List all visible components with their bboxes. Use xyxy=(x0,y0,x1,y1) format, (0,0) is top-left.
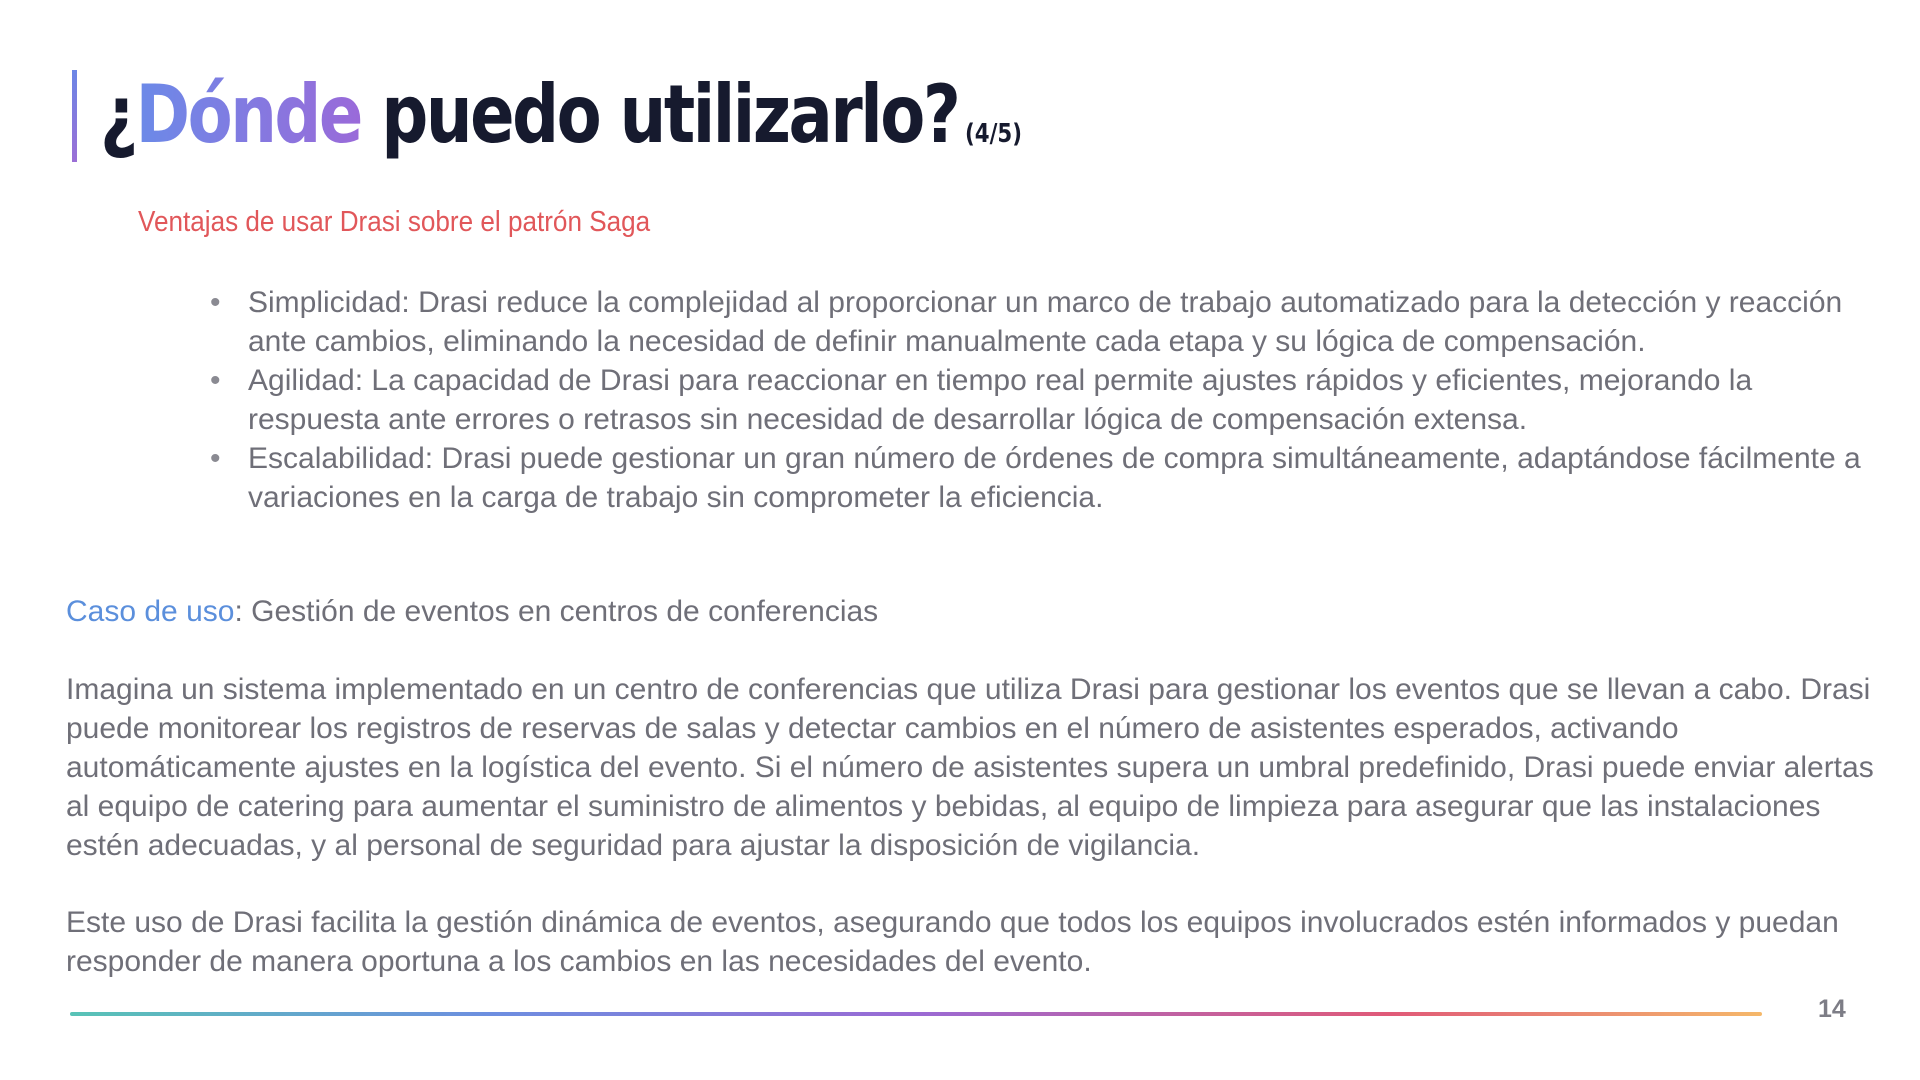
slide-subtitle: Ventajas de usar Drasi sobre el patrón Saga xyxy=(138,206,651,238)
footer-gradient-line xyxy=(70,1012,1762,1016)
title-prefix: ¿ xyxy=(100,68,136,161)
page-counter: (4/5) xyxy=(965,119,1022,149)
bullet-dot: • xyxy=(210,442,221,475)
list-item-text: Agilidad: La capacidad de Drasi para reaccionar en tiempo real permite ajustes rápidos y eficientes, mejorando la respuesta ante errores o retrasos sin necesidad de desarrollar lógica de compensación extensa. xyxy=(248,364,1753,436)
use-case-link[interactable]: Caso de uso xyxy=(66,595,235,628)
list-item-text: Escalabilidad: Drasi puede gestionar un gran número de órdenes de compra simultáneamente, adaptándose fácilmente a variaciones en la carga de trabajo sin comprometer la eficiencia. xyxy=(248,442,1861,514)
bullet-dot: • xyxy=(210,286,221,319)
list-item xyxy=(210,283,1870,361)
title-accent-bar xyxy=(72,70,77,162)
bullet-dot: • xyxy=(210,364,221,397)
use-case-title: : Gestión de eventos en centros de conferencias xyxy=(234,595,879,628)
title-highlight: Dónde xyxy=(135,68,361,161)
slide-title xyxy=(100,60,1022,189)
title-rest: puedo utilizarlo? xyxy=(360,68,959,161)
use-case-paragraph: Imagina un sistema implementado en un centro de conferencias que utiliza Drasi para gestionar los eventos que se llevan a cabo. Drasi puede monitorear los registros de reservas de salas y detectar cambios en el número de asistentes esperados, activando automáticamente ajustes en la logística del evento. Si el número de asistentes supera un umbral predefinido, Drasi puede enviar alertas al equipo de catering para aumentar el suministro de alimentos y bebidas, al equipo de limpieza para asegurar que las instalaciones estén adecuadas, y al personal de seguridad para ajustar la disposición de vigilancia. xyxy=(66,673,1874,862)
advantages-list xyxy=(210,283,1870,517)
page-number: 14 xyxy=(1818,995,1846,1023)
conclusion-paragraph: Este uso de Drasi facilita la gestión dinámica de eventos, asegurando que todos los equipos involucrados estén informados y puedan responder de manera oportuna a los cambios en las necesidades del evento. xyxy=(66,906,1839,978)
list-item xyxy=(210,361,1870,439)
list-item-text: Simplicidad: Drasi reduce la complejidad al proporcionar un marco de trabajo automatizado para la detección y reacción ante cambios, eliminando la necesidad de definir manualmente cada etapa y su lógica de compensación. xyxy=(248,286,1843,358)
use-case-heading xyxy=(66,592,1876,631)
list-item xyxy=(210,439,1870,517)
